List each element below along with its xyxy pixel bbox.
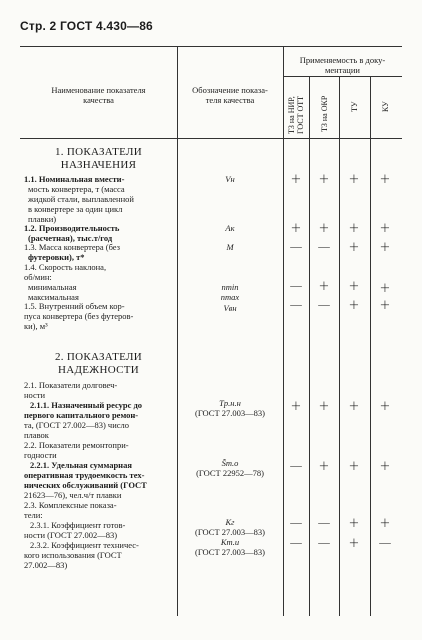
row-1-3-mark-1: — bbox=[289, 240, 303, 255]
column-divider-4 bbox=[339, 76, 340, 616]
row-2-2-1-text: 2.2.1. Удельная суммарная оперативная трудоемкость тех- нических обслуживаний (ГОСТ 21623—76), чел.ч/т плавки bbox=[24, 460, 147, 500]
row-2-1-1-text: 2.1.1. Назначенный ресурс до первого капитального ремон- та, (ГОСТ 27.002—83) число плавок bbox=[24, 400, 143, 440]
row-1-1-symbol: Vн bbox=[225, 174, 235, 184]
table-header-bottom-border bbox=[20, 138, 402, 139]
row-1-3-mark-2: — bbox=[317, 240, 331, 255]
row-2-1-1-mark-1: + bbox=[290, 399, 302, 414]
row-2-3-1-mark-4: + bbox=[379, 516, 391, 531]
row-1-4-min-symbol: nmin bbox=[221, 282, 239, 292]
row-1-1-mark-1: + bbox=[290, 172, 302, 187]
row-2-2-text: 2.2. Показатели ремонтопри- годности bbox=[24, 440, 129, 460]
row-1-3-text: 1.3. Масса конвертера (без футеровки), т* bbox=[24, 242, 121, 262]
row-1-5-mark-4: + bbox=[379, 298, 391, 313]
row-1-3-symbol: M bbox=[226, 242, 234, 252]
row-1-2-mark-2: + bbox=[318, 221, 330, 236]
row-2-1-1-mark-3: + bbox=[348, 399, 360, 414]
column-divider-2 bbox=[283, 46, 284, 616]
row-1-4-mark-2: + bbox=[318, 279, 330, 294]
row-2-2-1-mark-3: + bbox=[348, 459, 360, 474]
row-2-3-1-mark-3: + bbox=[348, 516, 360, 531]
row-2-3-1-text: 2.3.1. Коэффициент готов- ности (ГОСТ 27.002—83) bbox=[24, 520, 126, 540]
row-1-4-max-symbol: nmax bbox=[220, 292, 240, 302]
section-2-title: 2. ПОКАЗАТЕЛИ НАДЕЖНОСТИ bbox=[55, 351, 142, 376]
header-sub-tz-nir: ТЗ на НИР, ГОСТ ОТТ bbox=[287, 95, 305, 134]
row-2-2-1-mark-1: — bbox=[289, 459, 303, 474]
header-symbol-column: Обозначение показа- теля качества bbox=[192, 85, 268, 105]
table-top-border bbox=[20, 46, 402, 47]
header-applicability: Применяемость в доку- ментации bbox=[299, 55, 386, 75]
row-1-4-mark-4: + bbox=[379, 281, 391, 296]
row-2-1-1-symbol: Tр.н.н (ГОСТ 27.003—83) bbox=[195, 398, 265, 418]
row-1-1-mark-4: + bbox=[379, 172, 391, 187]
page-header: Стр. 2 ГОСТ 4.430—86 bbox=[20, 19, 153, 33]
header-sub-tu: ТУ bbox=[350, 101, 359, 112]
column-divider-1 bbox=[177, 46, 178, 616]
row-2-3-1-mark-1: — bbox=[289, 516, 303, 531]
row-1-4-text: 1.4. Скорость наклона, об/мин: минимальная максимальная bbox=[24, 262, 107, 302]
row-1-1-mark-2: + bbox=[318, 172, 330, 187]
row-1-5-text: 1.5. Внутренний объем кор- пуса конвертера (без футеров- ки), м³ bbox=[24, 301, 134, 331]
row-1-5-symbol: Vвн bbox=[223, 303, 237, 313]
header-sub-ku: КУ bbox=[381, 101, 390, 112]
row-2-3-2-mark-1: — bbox=[289, 536, 303, 551]
section-1-title: 1. ПОКАЗАТЕЛИ НАЗНАЧЕНИЯ bbox=[55, 146, 142, 171]
row-1-5-mark-1: — bbox=[289, 298, 303, 313]
row-2-3-2-mark-4: — bbox=[378, 536, 392, 551]
row-2-3-2-text: 2.3.2. Коэффициент техничес- кого использования (ГОСТ 27.002—83) bbox=[24, 540, 139, 570]
row-2-3-2-symbol: Kт.и (ГОСТ 27.003—83) bbox=[195, 537, 265, 557]
row-1-5-mark-2: — bbox=[317, 298, 331, 313]
header-sub-tz-okr: ТЗ на ОКР bbox=[320, 95, 329, 132]
row-2-3-2-mark-3: + bbox=[348, 536, 360, 551]
row-1-2-symbol: Aк bbox=[225, 223, 235, 233]
row-1-2-text: 1.2. Производительность (расчетная), тыс.т/год bbox=[24, 223, 120, 243]
row-1-3-mark-3: + bbox=[348, 240, 360, 255]
column-divider-3 bbox=[309, 76, 310, 616]
row-1-2-mark-1: + bbox=[290, 221, 302, 236]
row-1-2-mark-3: + bbox=[348, 221, 360, 236]
row-2-3-1-symbol: Kг (ГОСТ 27.003—83) bbox=[195, 517, 265, 537]
row-2-3-text: 2.3. Комплексные показа- тели: bbox=[24, 500, 117, 520]
row-2-1-1-mark-4: + bbox=[379, 399, 391, 414]
row-2-3-2-mark-2: — bbox=[317, 536, 331, 551]
applicability-subheader-border bbox=[283, 76, 402, 77]
column-divider-5 bbox=[370, 76, 371, 616]
row-2-1-1-mark-2: + bbox=[318, 399, 330, 414]
row-1-4-mark-3: + bbox=[348, 279, 360, 294]
row-2-2-1-symbol: S̃т.о (ГОСТ 22952—78) bbox=[196, 458, 264, 478]
row-1-4-mark-1: — bbox=[289, 279, 303, 294]
row-1-2-mark-4: + bbox=[379, 221, 391, 236]
row-2-3-1-mark-2: — bbox=[317, 516, 331, 531]
row-1-1-text: 1.1. Номинальная вмести- мость конвертера, т (масса жидкой стали, выплавленной в конвертере за один цикл плавки) bbox=[24, 174, 134, 224]
row-1-1-mark-3: + bbox=[348, 172, 360, 187]
row-2-2-1-mark-4: + bbox=[379, 459, 391, 474]
header-name-column: Наименование показателя качества bbox=[51, 85, 146, 105]
row-1-5-mark-3: + bbox=[348, 298, 360, 313]
row-2-1-text: 2.1. Показатели долговеч- ности bbox=[24, 380, 118, 400]
row-1-3-mark-4: + bbox=[379, 240, 391, 255]
row-2-2-1-mark-2: + bbox=[318, 459, 330, 474]
